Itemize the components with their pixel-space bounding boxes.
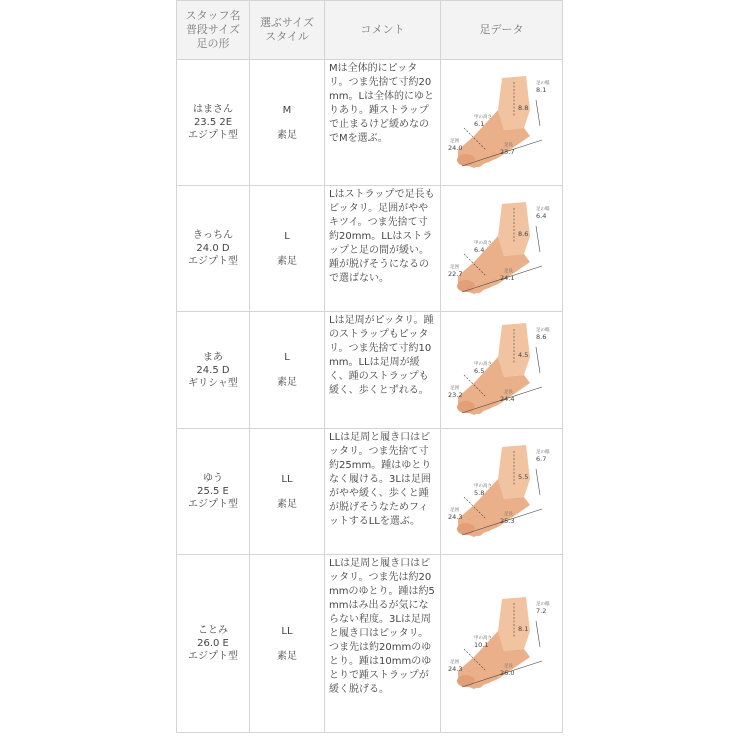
chosen-size: L <box>284 352 290 363</box>
girth-value: 24.3 <box>447 664 462 673</box>
width-value: 7.2 <box>535 606 546 615</box>
table-row <box>177 186 563 312</box>
header-comment: コメント <box>325 1 441 60</box>
width-value: 8.1 <box>535 85 546 94</box>
chosen-size: L <box>284 230 290 242</box>
staff-cell <box>177 429 250 555</box>
foot-shape: エジプト型 <box>188 499 238 510</box>
foot-diagram <box>444 439 560 541</box>
table-row <box>177 312 563 429</box>
chosen-size: M <box>282 104 292 116</box>
foot-shape: ギリシャ型 <box>188 377 238 389</box>
girth-label: 足囲 <box>449 507 459 513</box>
staff-cell <box>177 186 250 312</box>
comment-cell: Lは足周がピッタリ。踵のストラップもピッタリ。つま先捨て寸約10mm。LLは足周が緩く、踵のストラップも緩く、歩くとずれる。 <box>325 312 441 429</box>
header-staff: スタッフ名 普段サイズ 足の形 <box>177 1 250 60</box>
staff-cell <box>177 555 250 733</box>
staff-name: ゆう <box>203 473 223 484</box>
table-row <box>177 429 563 555</box>
foot-diagram <box>444 591 560 693</box>
foot-data-cell <box>441 186 563 312</box>
width2-value: 5.5 <box>517 472 528 481</box>
length-value: 24.1 <box>499 273 514 282</box>
staff-name: きっちん <box>193 230 233 241</box>
height-value: 6.1 <box>473 119 484 128</box>
width-line <box>536 347 540 373</box>
comment-cell: Lはストラップで足長もピッタリ。足囲がややキツイ。つま先捨て寸約20mm。LLはストラップと足の間が緩い。踵が脱げそうになるので選ばない。 <box>325 186 441 312</box>
style: 素足 <box>277 129 297 141</box>
girth-label: 足囲 <box>449 659 459 665</box>
style: 素足 <box>277 377 297 388</box>
foot-diagram <box>444 70 560 172</box>
style: 素足 <box>277 650 297 662</box>
length-label: 足長 <box>503 390 513 395</box>
style: 素足 <box>277 255 297 267</box>
height-label: 甲の高さ <box>473 483 492 489</box>
width-line <box>536 100 540 126</box>
size-cell <box>250 312 325 429</box>
width-line <box>536 226 540 252</box>
table-row <box>177 555 563 733</box>
girth-value: 24.0 <box>447 143 462 152</box>
width-value: 6.7 <box>535 454 546 463</box>
length-label: 足長 <box>503 142 513 148</box>
foot-data-cell <box>441 60 563 186</box>
girth-label: 足囲 <box>449 386 459 391</box>
length-value: 24.4 <box>499 395 514 403</box>
width-line <box>536 621 540 647</box>
staff-cell <box>177 60 250 186</box>
staff-name: まあ <box>203 351 223 363</box>
length-value: 23.7 <box>499 147 514 156</box>
height-value: 10.1 <box>473 640 488 649</box>
size-cell <box>250 429 325 555</box>
girth-value: 23.2 <box>447 391 462 399</box>
width-value: 8.6 <box>535 333 546 341</box>
header-size: 選ぶサイズ スタイル <box>250 1 325 60</box>
size-cell <box>250 186 325 312</box>
chosen-size: LL <box>281 625 293 637</box>
length-label: 足長 <box>503 268 513 274</box>
height-value: 6.4 <box>473 245 484 254</box>
width-label: 足の幅 <box>535 206 549 212</box>
foot-diagram <box>444 196 560 298</box>
foot-shape: エジプト型 <box>188 256 238 267</box>
table-row <box>177 60 563 186</box>
width2-value: 4.5 <box>517 351 528 359</box>
foot-diagram <box>444 317 560 419</box>
height-label: 甲の高さ <box>473 362 492 367</box>
width2-value: 8.8 <box>517 103 528 112</box>
foot-shape: エジプト型 <box>188 130 238 141</box>
staff-name: ことみ <box>198 625 228 636</box>
height-value: 6.5 <box>473 367 484 375</box>
width-label: 足の幅 <box>535 601 549 607</box>
header-row <box>177 1 563 60</box>
comment-cell: LLは足周と履き口はピッタリ。つま先捨て寸約25mm。踵はゆとりなく履ける。3Lは足囲がやや緩く、歩くと踵が脱げそうなためフィットするLLを選ぶ。 <box>325 429 441 555</box>
length-value: 25.3 <box>499 516 514 525</box>
usual-size: 23.5 2E <box>193 117 233 128</box>
width-label: 足の幅 <box>535 80 549 86</box>
usual-size: 24.0 D <box>196 243 230 254</box>
size-guide-table <box>176 0 563 733</box>
width-value: 6.4 <box>535 211 546 220</box>
length-label: 足長 <box>503 663 513 669</box>
comment-cell: Mは全体的にピッタリ。つま先捨て寸約20mm。Lは全体的にゆとりあり。踵ストラップで止まるけど緩めなのでMを選ぶ。 <box>325 60 441 186</box>
usual-size: 25.5 E <box>197 486 229 497</box>
header-data: 足データ <box>441 1 563 60</box>
girth-value: 24.3 <box>447 512 462 521</box>
style: 素足 <box>277 498 297 510</box>
width-label: 足の幅 <box>535 449 549 455</box>
size-cell <box>250 555 325 733</box>
width2-value: 8.1 <box>517 624 528 633</box>
foot-data-cell <box>441 555 563 733</box>
foot-shape: エジプト型 <box>188 651 238 662</box>
usual-size: 24.5 D <box>196 364 230 376</box>
height-label: 甲の高さ <box>473 240 492 246</box>
height-label: 甲の高さ <box>473 635 492 641</box>
staff-name: はまさん <box>193 104 233 115</box>
chosen-size: LL <box>281 473 293 485</box>
girth-label: 足囲 <box>449 264 459 270</box>
width-line <box>536 469 540 495</box>
height-value: 5.8 <box>473 488 484 497</box>
usual-size: 26.0 E <box>197 638 229 649</box>
foot-data-cell <box>441 312 563 429</box>
width-label: 足の幅 <box>535 328 549 333</box>
length-value: 26.0 <box>499 668 514 677</box>
staff-cell <box>177 312 250 429</box>
girth-value: 22.7 <box>447 269 462 278</box>
size-cell <box>250 60 325 186</box>
length-label: 足長 <box>503 511 513 517</box>
girth-label: 足囲 <box>449 138 459 144</box>
foot-data-cell <box>441 429 563 555</box>
comment-cell: LLは足周と履き口はピッタリ。つま先は約20mmのゆとり。踵は約5mmはみ出るが気にならない程度。3Lは足周と履き口はピッタリ。つま先は約20mmのゆとり。踵は10mmのゆとりで踵ストラップが緩く脱げる。 <box>325 555 441 733</box>
height-label: 甲の高さ <box>473 114 492 120</box>
width2-value: 8.6 <box>517 229 528 238</box>
